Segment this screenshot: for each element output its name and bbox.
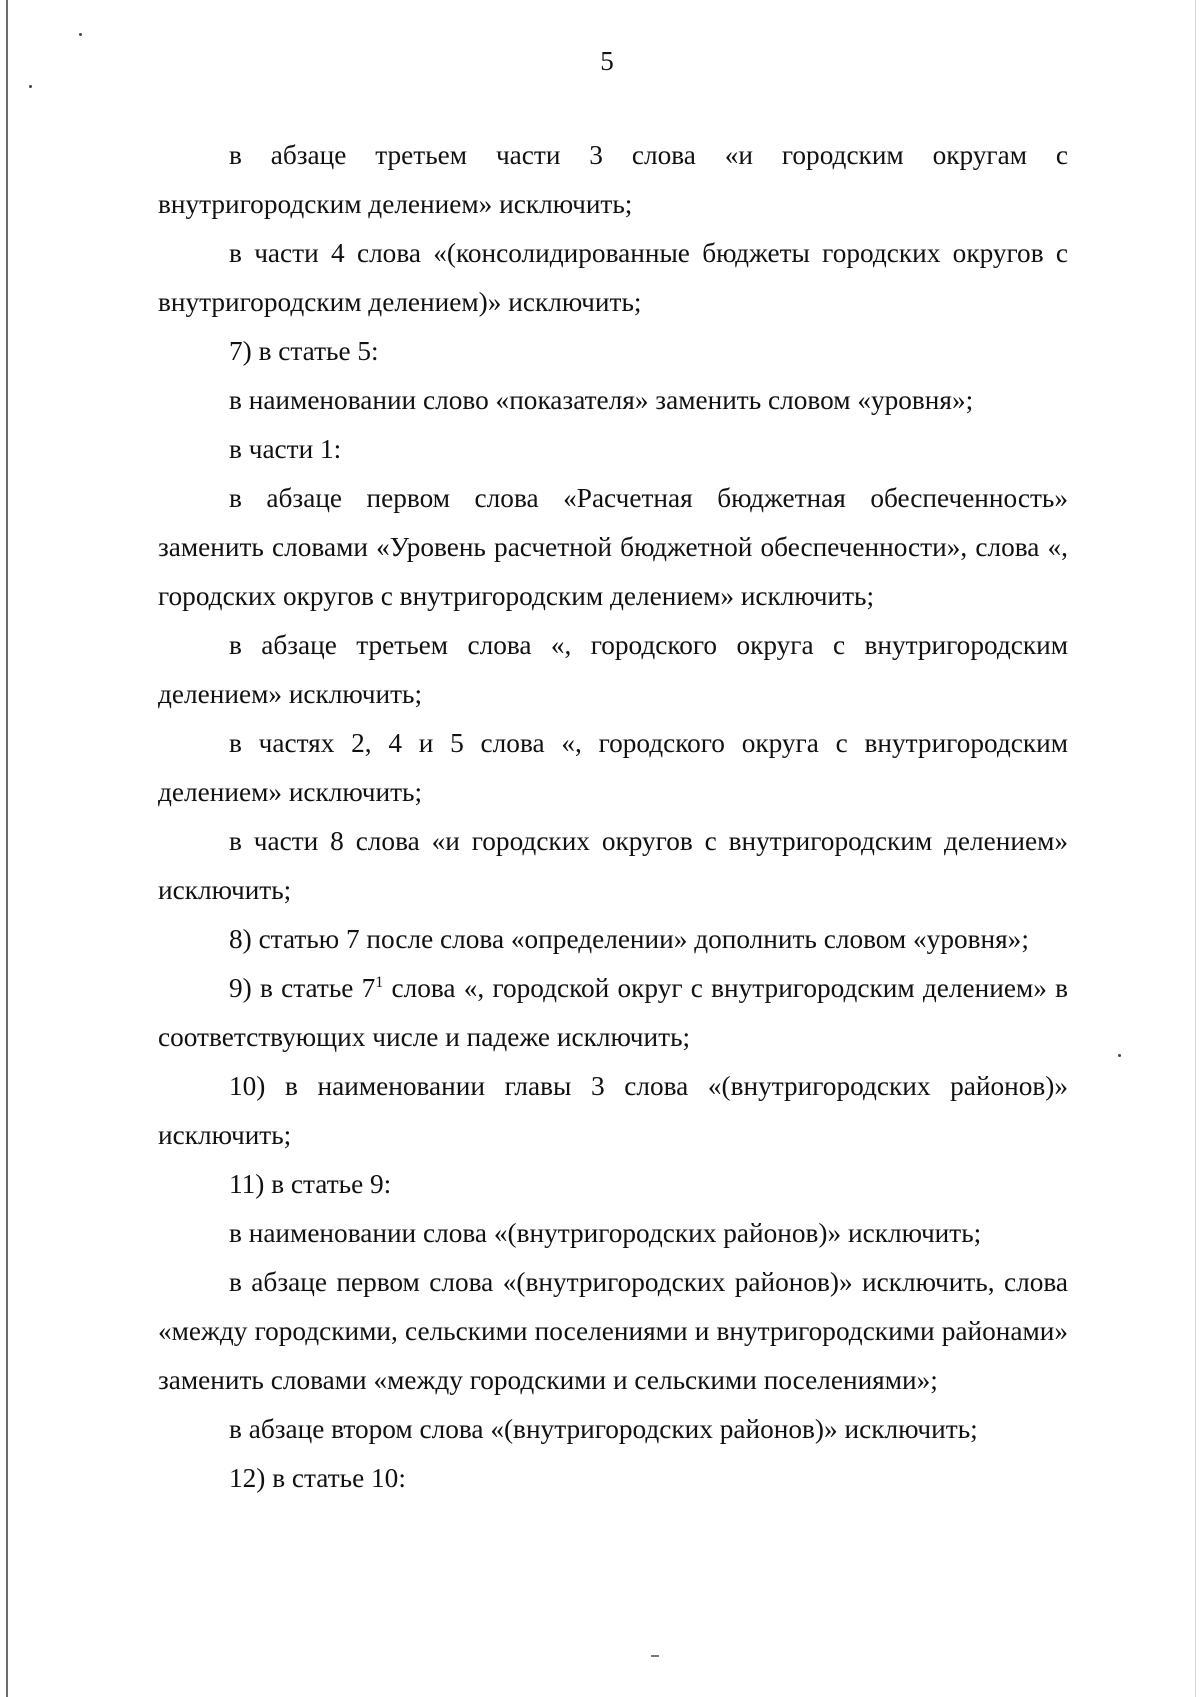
paragraph: 11) в статье 9: (229, 1169, 392, 1199)
paragraph-text: слова «, городской округ с внутригородским делением» в соответствующих числе и падеже исключить; (158, 973, 1068, 1052)
paragraph: в части 4 слова «(консолидированные бюджеты городских округов с внутригородским делением)» исключить; (158, 238, 1068, 317)
scan-speck (29, 85, 32, 88)
scan-mark (651, 1655, 659, 1657)
paragraph: 12) в статье 10: (229, 1463, 406, 1493)
paragraph-text: 9) в статье 7 (229, 973, 376, 1003)
paragraph: в части 8 слова «и городских округов с внутригородским делением» исключить; (158, 826, 1068, 905)
paragraph: в абзаце третьем части 3 слова «и городским округам с внутригородским делением» исключить; (158, 140, 1068, 219)
paragraph: в абзаце первом слова «(внутригородских районов)» исключить, слова «между городскими, сельскими поселениями и внутригородскими районами» заменить словами «между городскими и сельскими поселениями»; (158, 1267, 1068, 1395)
paragraph (158, 964, 1068, 1062)
paragraph: в абзаце третьем слова «, городского округа с внутригородским делением» исключить; (158, 630, 1068, 709)
paragraph: в наименовании слова «(внутригородских районов)» исключить; (229, 1218, 982, 1248)
page-number: 5 (600, 46, 614, 76)
scan-speck (1118, 1054, 1121, 1057)
document-body (158, 131, 1068, 1503)
paragraph: 7) в статье 5: (229, 336, 379, 366)
paragraph: в абзаце втором слова «(внутригородских районов)» исключить; (229, 1414, 978, 1444)
paragraph: 8) статью 7 после слова «определении» дополнить словом «уровня»; (229, 924, 1029, 954)
paragraph: в частях 2, 4 и 5 слова «, городского округа с внутригородским делением» исключить; (158, 728, 1068, 807)
paragraph: в абзаце первом слова «Расчетная бюджетная обеспеченность» заменить словами «Уровень расчетной бюджетной обеспеченности», слова «, городских округов с внутригородским делением» исключить; (158, 483, 1068, 611)
paragraph: в наименовании слово «показателя» заменить словом «уровня»; (229, 385, 974, 415)
superscript: 1 (375, 974, 384, 991)
scan-right-edge (1195, 0, 1196, 1697)
scan-left-edge (6, 0, 8, 1697)
paragraph: в части 1: (229, 434, 342, 464)
paragraph: 10) в наименовании главы 3 слова «(внутригородских районов)» исключить; (158, 1071, 1068, 1150)
scan-speck (79, 33, 82, 36)
